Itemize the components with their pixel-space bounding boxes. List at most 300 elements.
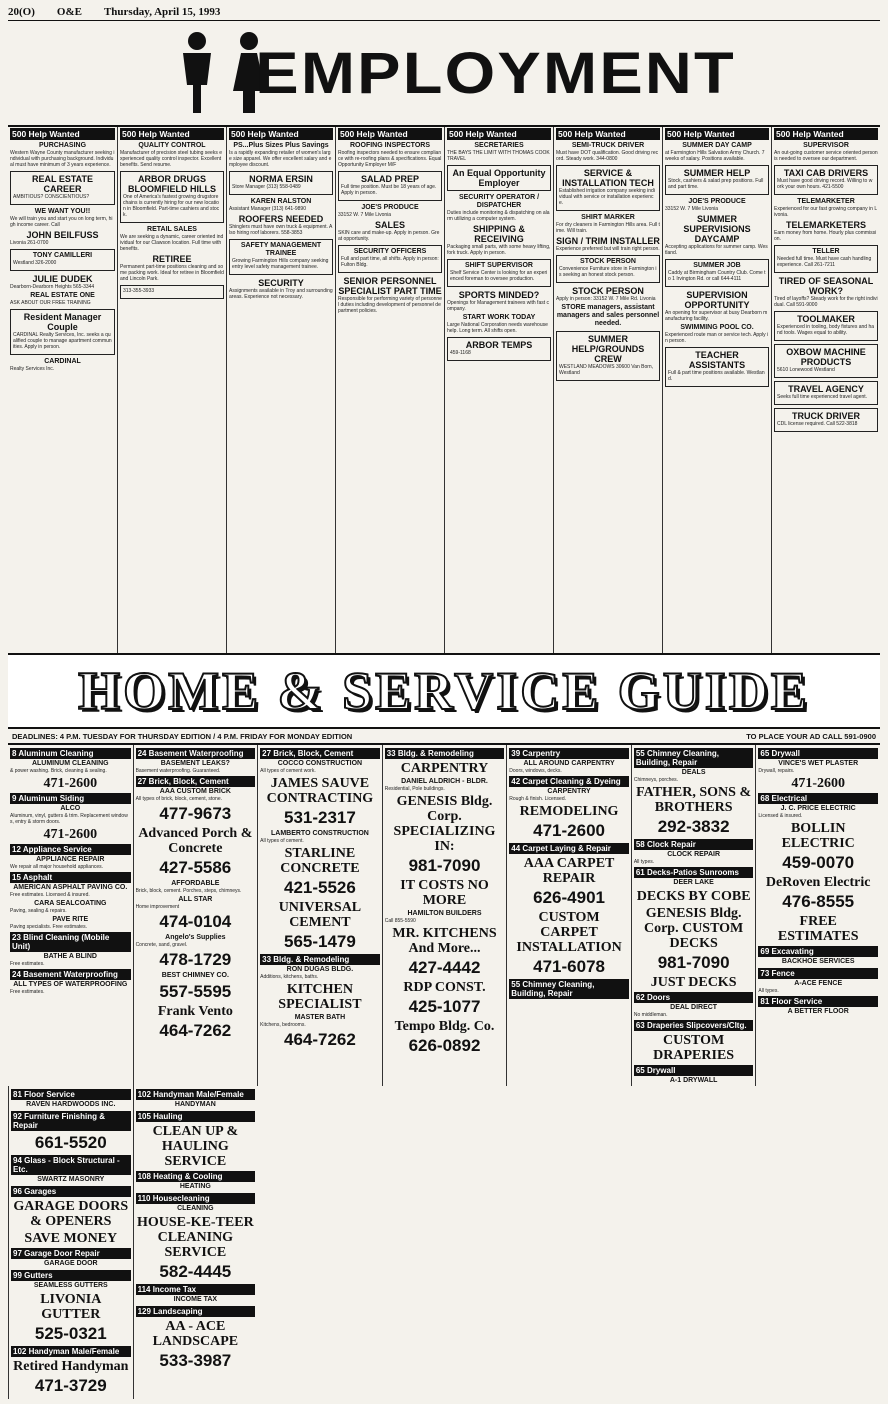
service-ad-headline: INCOME TAX (173, 1296, 218, 1303)
ad-headline: TRUCK DRIVER (791, 411, 860, 421)
ad-headline: JOE'S PRODUCE (361, 204, 419, 211)
ad-headline: TEACHER ASSISTANTS (688, 350, 746, 370)
service-ad-name: DeRoven Electric (765, 875, 871, 890)
service-ad-body: Aluminum, vinyl, gutters & trim. Replacement windows, entry & storm doors. (10, 813, 128, 825)
service-ad-body: All types of cement. (260, 838, 304, 844)
service-column (382, 745, 507, 1086)
ad-body: Duties include monitoring & dispatching on alarm utilizing a computer system. (447, 210, 550, 222)
service-ad-name: KITCHEN SPECIALIST (278, 982, 362, 1012)
column-heading: 500 Help Wanted (665, 128, 769, 140)
classified-ad (556, 142, 660, 162)
help-wanted-column (226, 127, 335, 653)
classified-ad (447, 142, 551, 162)
service-ad-phone: 981-7090 (657, 953, 730, 972)
classified-ad (556, 286, 660, 302)
service-ad-phone: 565-1479 (284, 932, 356, 951)
classified-ad (10, 171, 115, 205)
classified-ad (120, 171, 224, 223)
ad-body: Westland 326-2000 (13, 260, 57, 266)
service-ad-name: GARAGE DOORS & OPENERS (13, 1199, 129, 1229)
ad-body: Western Wayne County manufacturer seeking individual with purchasing background. Individual must have minimum of 3 years experience. (10, 150, 115, 168)
ad-headline: SUMMER JOB (693, 262, 741, 269)
ad-headline: NORMA ERSIN (249, 174, 313, 184)
classified-ad (338, 142, 442, 168)
ad-headline: SHIPPING & RECEIVING (472, 224, 525, 244)
ad-body: Must have DOT qualification. Good driving record. Steady work. 344-0800 (556, 150, 659, 162)
ad-body: Experienced in tooling, body fixtures and hand tools. Wages equal to ability. (777, 324, 875, 336)
service-ad-phone: 981-7090 (408, 856, 481, 875)
service-category: 58 Clock Repair (634, 839, 754, 850)
ad-headline: START WORK TODAY (462, 314, 536, 321)
classified-ad (774, 245, 878, 273)
classified-ad (665, 259, 769, 287)
service-ad-headline: HEATING (179, 1183, 211, 1190)
service-ad-phone: 476-8555 (782, 892, 855, 911)
classified-ad (10, 292, 115, 306)
service-ad-headline: BACKHOE SERVICES (781, 958, 855, 965)
service-ad-headline: AFFORDABLE (171, 880, 220, 887)
ad-body: Growing Farmington Hills company seeking entry level safety management trainee. (232, 258, 329, 270)
service-category: 24 Basement Waterproofing (10, 969, 131, 980)
service-ad-phone: 425-1077 (408, 997, 481, 1016)
ad-body: Openings for Management trainees with fast company. (447, 300, 549, 312)
ad-body: For dry cleaners in Farmington Hills area. Full time. Will train. (556, 222, 660, 234)
service-ad-body: Free estimates. (10, 961, 45, 967)
service-ad-headline: SWARTZ MASONRY (37, 1176, 105, 1183)
service-ad-headline: CLEANING (177, 1205, 214, 1212)
ad-headline: SERVICE & INSTALLATION TECH (562, 168, 654, 188)
service-ad-name: Retired Handyman (13, 1359, 129, 1374)
service-ad-phone: 459-0070 (782, 853, 855, 872)
service-category: 102 Handyman Male/Female (136, 1089, 256, 1100)
ad-body: Dearborn-Dearborn Heights 565-3344 (10, 284, 95, 290)
service-ad-phone: 533-3987 (159, 1351, 232, 1370)
service-ad-headline: BASEMENT LEAKS? (160, 760, 230, 767)
ad-headline: SECRETARIES (474, 142, 524, 149)
service-column (755, 745, 880, 1086)
classified-ad (774, 165, 878, 195)
ad-body: Apply in person: 33152 W. 7 Mile Rd. Livonia (556, 296, 656, 302)
classified-ad (665, 214, 769, 256)
ad-body: An opening for supervisor at busy Dearborn manufacturing facility. (665, 310, 768, 322)
service-ad-name: BOLLIN ELECTRIC (781, 821, 855, 851)
service-ad-name: Tempo Bldg. Co. (394, 1019, 495, 1034)
ad-body: Responsible for performing variety of personnel duties including development of personnel department policies. (338, 296, 442, 314)
ad-headline: SECURITY (258, 278, 304, 288)
ad-headline: ROOFING INSPECTORS (350, 142, 430, 149)
service-category: 105 Hauling (136, 1111, 256, 1122)
column-heading: 500 Help Wanted (774, 128, 878, 140)
service-ad-headline: ALL AROUND CARPENTRY (523, 760, 615, 767)
service-ad-headline: A-ACE FENCE (794, 980, 843, 987)
service-ad-phone: 531-2317 (284, 808, 356, 827)
service-ad-headline: CLOCK REPAIR (667, 851, 721, 858)
service-category: 24 Basement Waterproofing (136, 748, 256, 759)
service-ad-headline: DEER LAKE (673, 879, 714, 886)
ad-headline: STOCK PERSON (572, 286, 644, 296)
ad-headline: SUMMER HELP/GROUNDS CREW (571, 334, 645, 364)
service-category: 97 Garage Door Repair (11, 1248, 131, 1259)
classified-ad (229, 214, 333, 236)
service-ad-body: All types of cement work. (260, 768, 316, 774)
ad-headline: SHIFT SUPERVISOR (465, 262, 533, 269)
service-category: 108 Heating & Cooling (136, 1171, 256, 1182)
service-ad-headline: DANIEL ALDRICH - BLDR. (401, 778, 488, 785)
service-ad-body: Paving, sealing & repairs. (10, 908, 67, 914)
service-ad-headline: HANDYMAN (174, 1101, 216, 1108)
ad-body: Realty Services Inc. (10, 366, 55, 372)
classified-ad (229, 142, 333, 168)
ad-body: Full and part time, all shifts. Apply in person: Fulton Bldg. (341, 256, 439, 268)
service-category: 68 Electrical (758, 793, 878, 804)
ad-headline: SALES (374, 220, 405, 230)
service-category: 129 Landscaping (136, 1306, 256, 1317)
ad-headline: CARDINAL (44, 358, 81, 365)
service-ad-headline: MASTER BATH (294, 1014, 346, 1021)
service-ad-headline: Angelo's Supplies (165, 934, 226, 941)
service-ad-name: JUST DECKS (650, 975, 737, 990)
service-guide-columns (8, 745, 880, 1393)
service-ad-body: Concrete, sand, gravel. (135, 942, 188, 948)
ad-headline: SUMMER DAY CAMP (682, 142, 752, 149)
service-ad-headline: SEAMLESS GUTTERS (33, 1282, 108, 1289)
service-ad-headline: RON DUGAS BLDG. (286, 966, 354, 973)
ad-body: 5610 Lonewood Westland (777, 367, 835, 373)
classified-ad (10, 142, 115, 168)
classified-ad (229, 171, 333, 195)
service-ad-body: Doors, windows, decks. (509, 768, 562, 774)
service-category: 33 Bldg. & Remodeling (385, 748, 505, 759)
service-ad-body: No middleman. (633, 1012, 668, 1018)
paper-name: O&E (56, 6, 82, 18)
ad-body: AMBITIOUS? CONSCIENTIOUS? (13, 194, 90, 200)
ad-body: Is a rapidly expanding retailer of women's large size apparel. We offer excellent salary and employee discount. (229, 150, 332, 168)
service-ad-name: STARLINE CONCRETE (280, 846, 360, 876)
service-column (8, 745, 133, 1086)
service-ad-body: All types. (633, 859, 655, 865)
ad-headline: RETAIL SALES (147, 226, 197, 233)
classified-ad (447, 337, 551, 361)
ad-headline: KAREN RALSTON (250, 198, 312, 205)
ad-body: Experienced for our fast growing company in Livonia. (774, 206, 878, 218)
ad-headline: SECURITY OPERATOR / DISPATCHER (458, 194, 540, 209)
classified-ad (774, 408, 878, 432)
service-ad-name: CUSTOM CARPET INSTALLATION (516, 910, 622, 955)
service-column (133, 745, 258, 1086)
service-ad-phone: 525-0321 (34, 1324, 107, 1343)
classified-ad (120, 254, 224, 282)
ad-body: An out-going customer service oriented person is needed to oversee our department. (774, 150, 878, 162)
folio-bar (8, 4, 880, 21)
service-ad-name: CARPENTRY (400, 761, 489, 776)
service-ad-phone: 557-5595 (159, 982, 232, 1001)
service-category: 27 Brick, Block, Cement (260, 748, 380, 759)
service-ad-body: All types of brick, block, cement, stone. (135, 796, 222, 802)
ad-body: Seeks full time experienced travel agent. (777, 394, 868, 400)
service-ad-body: Additions, kitchens, baths. (260, 974, 319, 980)
service-category: 39 Carpentry (509, 748, 629, 759)
service-ad-name: FREE ESTIMATES (777, 914, 859, 944)
ad-headline: TONY CAMILLERI (32, 252, 93, 259)
ad-body: Store Manager (313) 558-0489 (232, 184, 301, 190)
classified-ad (556, 236, 660, 252)
ad-body: Established irrigation company seeking individual with service or installation experience. (559, 188, 655, 206)
ad-headline: TELEMARKETERS (785, 220, 866, 230)
classified-ad (447, 224, 551, 256)
service-ad-body: Licensed & insured. (758, 813, 803, 819)
service-ad-phone: 464-7262 (284, 1030, 356, 1049)
service-ad-phone: 471-6078 (533, 957, 605, 976)
ad-headline: JOE'S PRODUCE (688, 198, 746, 205)
classified-ad (774, 311, 878, 341)
service-ad-name: IT COSTS NO MORE (400, 878, 489, 908)
ad-headline: ARBOR TEMPS (465, 340, 533, 350)
service-ad-headline: COCCO CONSTRUCTION (277, 760, 363, 767)
issue-date: Thursday, April 15, 1993 (103, 6, 221, 18)
service-column (631, 745, 756, 1086)
classified-ad (338, 171, 442, 201)
classified-ad (665, 324, 769, 344)
service-category: 65 Drywall (634, 1065, 754, 1076)
service-ad-name: FATHER, SONS & BROTHERS (636, 785, 752, 815)
service-ad-headline: ALUMINUM CLEANING (31, 760, 109, 767)
help-wanted-column (553, 127, 662, 653)
ad-headline: TRAVEL AGENCY (788, 384, 864, 394)
service-ad-body: Call 855-5590 (384, 918, 416, 924)
service-ad-headline: VINCE'S WET PLASTER (778, 760, 859, 767)
service-category: 15 Asphalt (10, 872, 131, 883)
service-ad-headline: RAVEN HARDWOODS INC. (26, 1101, 116, 1108)
ad-body: 33152 W. 7 Mile Livonia (665, 206, 719, 212)
classified-ad (774, 198, 878, 218)
service-ad-headline: BATHE A BLIND (43, 953, 97, 960)
service-ad-name: MR. KITCHENS And More... (392, 926, 497, 956)
service-ad-body: Kitchens, bedrooms. (260, 1022, 306, 1028)
help-wanted-column (335, 127, 444, 653)
employment-banner (8, 21, 880, 127)
ad-body: Assignments available in Troy and surrounding areas. Experience not necessary. (229, 288, 333, 300)
service-ad-phone: 626-4901 (533, 888, 605, 907)
service-ad-body: Free estimates. (10, 989, 45, 995)
classified-ad (447, 165, 551, 191)
ad-headline: STORE managers, assistant managers and sales personnel needed. (556, 304, 660, 327)
service-category: 65 Drywall (758, 748, 878, 759)
ad-headline: SALAD PREP (360, 174, 419, 184)
column-heading: 500 Help Wanted (447, 128, 551, 140)
ad-body: Permanent part-time positions cleaning and some packing work. Ideal for retiree in Bloomfield and Lincoln Park. (120, 264, 224, 282)
service-ad-headline: ALL TYPES OF WATERPROOFING (13, 981, 128, 988)
service-ad-name: LIVONIA GUTTER (40, 1292, 102, 1322)
ad-body: 459-1168 (450, 350, 471, 356)
ad-headline: SIGN / TRIM INSTALLER (556, 236, 660, 246)
page-number: 20(O) (8, 6, 35, 18)
service-category: 102 Handyman Male/Female (11, 1346, 131, 1357)
ad-body: Convenience Furniture store in Farmington is seeking an honest stock person. (559, 266, 657, 278)
ad-headline: TELLER (812, 248, 840, 255)
ad-body: CDL license required. Call 522-3818 (777, 421, 858, 427)
ad-body: Full time position. Must be 18 years of age. Apply in person. (341, 184, 437, 196)
help-wanted-columns (8, 127, 880, 655)
service-category: 12 Appliance Service (10, 844, 131, 855)
classified-ad (120, 142, 224, 168)
classified-ad (665, 165, 769, 195)
service-category: 44 Carpet Laying & Repair (509, 843, 629, 854)
ad-body: We will train you and start you on long term, high income career. Call (10, 216, 113, 228)
service-ad-name: AAA CARPET REPAIR (523, 856, 615, 886)
ad-body: Accepting applications for summer camp. Westland. (665, 244, 768, 256)
classified-ad (556, 165, 660, 211)
ad-body: Large National Corporation needs warehouse help. Long term. All shifts open. (447, 322, 548, 334)
service-ad-name: Advanced Porch & Concrete (138, 826, 253, 856)
service-ad-phone: 471-3729 (34, 1376, 107, 1395)
classified-ad (10, 208, 115, 228)
ad-body: Assistant Manager (313) 641-9890 (229, 206, 306, 212)
service-ad-body: We repair all major household appliances. (10, 864, 104, 870)
service-ad-phone: 464-7262 (159, 1021, 232, 1040)
ad-body: Needed full time. Must have cash handling experience. Call 261-7211 (777, 256, 872, 268)
classified-ad (447, 314, 551, 334)
ad-headline: OXBOW MACHINE PRODUCTS (786, 347, 866, 367)
service-ad-headline: GARAGE DOOR (43, 1260, 98, 1267)
service-ad-name: HOUSE-KE-TEER CLEANING SERVICE (137, 1215, 254, 1260)
service-category: 94 Glass - Block Structural - Etc. (11, 1155, 131, 1175)
ad-headline: TAXI CAB DRIVERS (783, 168, 869, 178)
ad-body: SKIN care and make-up. Apply in person. Great opportunity. (338, 230, 440, 242)
ad-headline: JOHN BEILFUSS (26, 230, 99, 240)
service-category: 55 Chimney Cleaning, Building, Repair (509, 979, 629, 999)
service-category: 8 Aluminum Cleaning (10, 748, 131, 759)
home-service-title: HOME & SERVICE GUIDE (78, 661, 810, 721)
service-ad-name: DECKS BY COBE (636, 889, 751, 904)
ad-headline: SECURITY OFFICERS (353, 248, 427, 255)
classified-ad (665, 347, 769, 387)
classified-ad (447, 259, 551, 287)
classified-ad (10, 358, 115, 372)
ad-body: One of America's fastest growing drugstore chains is currently hiring for our new location in Bloomfield. Part-time cashiers and stock. (123, 194, 220, 218)
newspaper-page (8, 4, 880, 1396)
service-category: 92 Furniture Finishing & Repair (11, 1111, 131, 1131)
service-ad-body: Home improvement (135, 904, 180, 910)
ad-headline: SEMI-TRUCK DRIVER (571, 142, 645, 149)
service-category: 63 Draperies Slipcovers/Cltg. (634, 1020, 754, 1031)
service-ad-phone: 427-4442 (408, 958, 481, 977)
ad-headline: STOCK PERSON (580, 258, 636, 265)
service-ad-phone: 626-0892 (408, 1036, 481, 1055)
service-category: 9 Aluminum Siding (10, 793, 131, 804)
deadline-bar (8, 729, 880, 745)
service-ad-body: All types. (758, 988, 779, 994)
ad-body: ASK ABOUT OUR FREE TRAINING (10, 300, 91, 306)
service-ad-body: & power washing. Brick, cleaning & sealing. (10, 768, 107, 774)
column-heading: 500 Help Wanted (10, 128, 115, 140)
ad-body: Experienced route man or service tech. Apply in person. (665, 332, 769, 344)
service-ad-phone: 474-0104 (159, 912, 232, 931)
ad-headline: TOOLMAKER (797, 314, 855, 324)
classified-ad (447, 194, 551, 222)
service-ad-name: UNIVERSAL CEMENT (278, 900, 362, 930)
column-heading: 500 Help Wanted (120, 128, 224, 140)
service-category: 81 Floor Service (758, 996, 878, 1007)
service-column (257, 745, 382, 1086)
service-ad-headline: APPLIANCE REPAIR (36, 856, 105, 863)
column-heading: 500 Help Wanted (338, 128, 442, 140)
service-ad-phone: 478-1729 (159, 950, 232, 969)
ad-headline: SPORTS MINDED? (458, 290, 540, 300)
service-ad-name: CUSTOM DRAPERIES (653, 1033, 735, 1063)
ad-body: Shinglers must have own truck & equipment. Also hiring roof laborers. 558-3853 (229, 224, 333, 236)
employment-title: EMPLOYMENT (255, 40, 737, 106)
service-ad-headline: DEALS (681, 769, 706, 776)
service-category: 114 Income Tax (136, 1284, 256, 1295)
ad-body: Packaging small parts, with some heavy lifting, fork truck. Apply in person. (447, 244, 551, 256)
ad-body: at Farmington Hills Salvation Army Church. 7 weeks of salary. Positions available. (665, 150, 765, 162)
ad-body: Tired of layoffs? Steady work for the right individual. Call 591-9000 (774, 296, 878, 308)
classified-ad (229, 239, 333, 275)
service-ad-headline: A BETTER FLOOR (787, 1008, 849, 1015)
service-ad-phone: 421-5526 (284, 878, 356, 897)
help-wanted-column (662, 127, 771, 653)
classified-ad (665, 142, 769, 162)
service-category: 69 Excavating (758, 946, 878, 957)
service-category: 96 Garages (11, 1186, 131, 1197)
classified-ad (774, 381, 878, 405)
ad-headline: SHIRT MARKER (581, 214, 635, 221)
ad-body: THE BAYS THE LIMIT WITH THOMAS COOK TRAVEL (447, 150, 550, 162)
home-service-banner (8, 655, 880, 729)
ad-headline: TIRED OF SEASONAL WORK? (778, 276, 874, 296)
ad-body: CARDINAL Realty Services, Inc. seeks a qualified couple to manage apartment communities. Apply in person. (13, 332, 112, 350)
service-category: 61 Decks-Patios Sunrooms (634, 867, 754, 878)
service-ad-name: JAMES SAUVE CONTRACTING (266, 776, 374, 806)
ad-body: 313-355-3933 (123, 288, 155, 294)
ad-headline: REAL ESTATE CAREER (31, 174, 93, 194)
service-ad-headline: ALCO (60, 805, 81, 812)
service-ad-body: Residential, Pole buildings. (384, 786, 445, 792)
service-ad-phone: 471-2600 (533, 821, 605, 840)
ad-headline: PS...Plus Sizes Plus Savings (233, 142, 329, 149)
ad-headline: RETIREE (152, 254, 192, 264)
service-ad-body: Drywall, repairs. (758, 768, 795, 774)
classified-ad (774, 142, 878, 162)
ad-headline: SAFETY MANAGEMENT TRAINEE (240, 242, 322, 257)
ad-body: 33152 W. 7 Mile Livonia (338, 212, 392, 218)
ad-headline: ARBOR DRUGS BLOOMFIELD HILLS (128, 174, 216, 194)
service-ad-headline: HAMILTON BUILDERS (407, 910, 482, 917)
service-category: 23 Blind Cleaning (Mobile Unit) (10, 932, 131, 952)
service-ad-body: Basement waterproofing. Guaranteed. (135, 768, 221, 774)
service-ad-name: RDP CONST. (403, 980, 486, 995)
column-heading: 500 Help Wanted (229, 128, 333, 140)
ad-headline: QUALITY CONTROL (138, 142, 206, 149)
service-category: 42 Carpet Cleaning & Dyeing (509, 776, 629, 787)
classified-ad (665, 198, 769, 212)
service-ad-name: GENESIS Bldg. Corp. CUSTOM DECKS (643, 906, 744, 951)
service-ad-name: 471-2600 (43, 776, 98, 791)
ad-headline: WE WANT YOU!! (34, 208, 91, 215)
service-ad-headline: LAMBERTO CONSTRUCTION (270, 830, 369, 837)
help-wanted-column (8, 127, 117, 653)
service-ad-headline: AMERICAN ASPHALT PAVING CO. (13, 884, 128, 891)
service-ad-headline: DEAL DIRECT (670, 1004, 718, 1011)
service-category: 99 Gutters (11, 1270, 131, 1281)
service-ad-headline: AAA CUSTOM BRICK (159, 788, 231, 795)
ad-body: Stock, cashiers & salad prep positions. Full and part time. (668, 178, 764, 190)
classified-ad (338, 276, 442, 314)
service-category: 62 Doors (634, 992, 754, 1003)
classified-ad (556, 255, 660, 283)
man-figure-icon (177, 31, 217, 115)
classified-ad (774, 220, 878, 242)
